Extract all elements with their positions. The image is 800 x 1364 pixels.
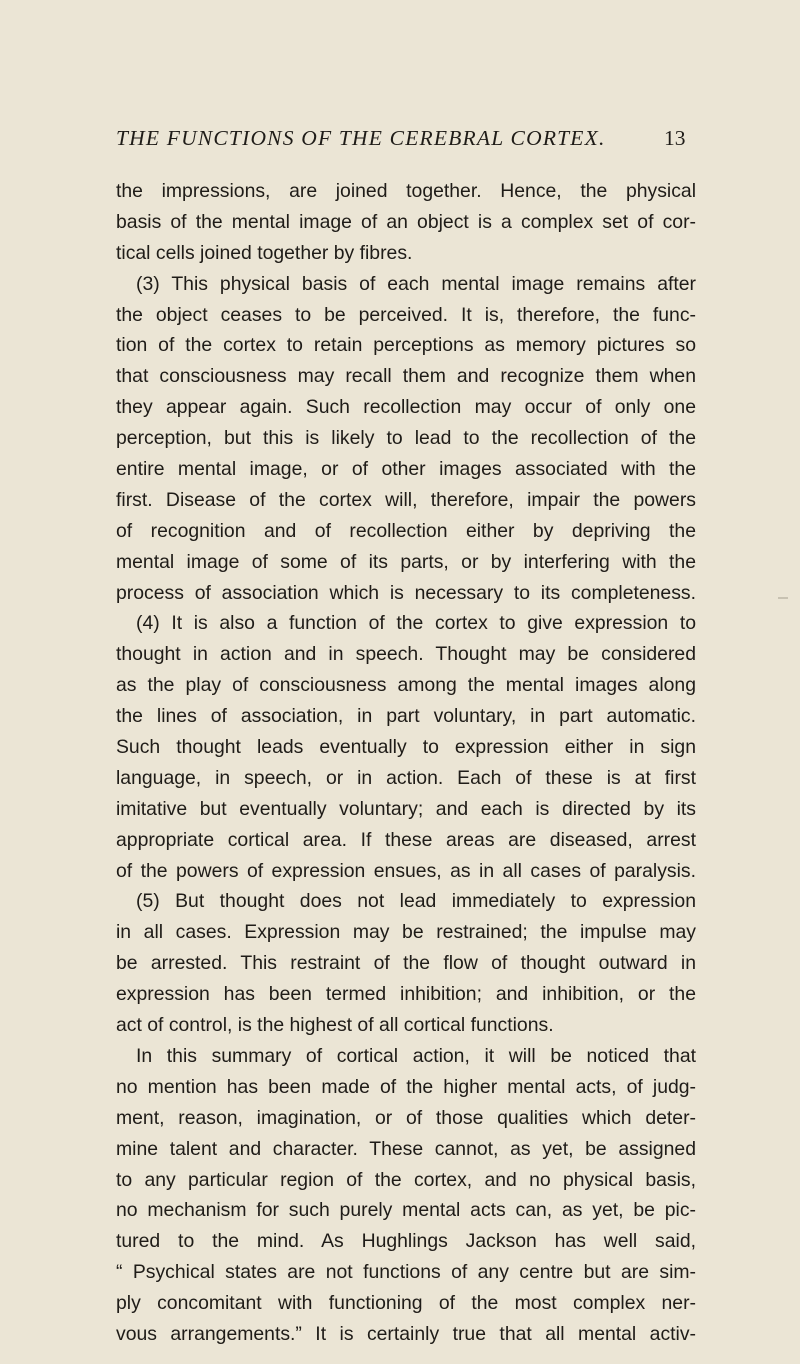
text-line: in all cases. Expression may be restrained; the impulse may <box>116 921 696 944</box>
text-line: (4) It is also a function of the cortex to give expression to <box>136 612 696 635</box>
text-line: (5) But thought does not lead immediately to expression <box>136 890 696 913</box>
text-line: tion of the cortex to retain perceptions as memory pictures so <box>116 334 696 357</box>
text-line: of recognition and of recollection either by depriving the <box>116 519 696 542</box>
running-header <box>116 120 686 154</box>
text-line: thought in action and in speech. Thought may be considered <box>116 643 696 666</box>
text-line: ply concomitant with functioning of the most complex ner- <box>116 1292 696 1315</box>
text-line: tical cells joined together by fibres. <box>116 241 413 264</box>
text-line: (3) This physical basis of each mental image remains after <box>136 272 696 295</box>
running-title: THE FUNCTIONS OF THE CEREBRAL CORTEX. <box>116 126 606 150</box>
text-line: imitative but eventually voluntary; and each is directed by its <box>116 797 696 820</box>
text-line: to any particular region of the cortex, and no physical basis, <box>116 1168 696 1191</box>
text-line: appropriate cortical area. If these areas are diseased, arrest <box>116 828 696 851</box>
text-line: first. Disease of the cortex will, therefore, impair the powers <box>116 488 696 511</box>
text-line: be arrested. This restraint of the flow of thought outward in <box>116 952 696 975</box>
text-line: perception, but this is likely to lead to the recollection of the <box>116 427 696 450</box>
text-line: the object ceases to be perceived. It is, therefore, the func- <box>116 303 696 326</box>
text-line: the impressions, are joined together. Hence, the physical <box>116 180 696 202</box>
margin-mark <box>778 597 788 599</box>
text-line: entire mental image, or of other images associated with the <box>116 458 696 481</box>
text-line: act of control, is the highest of all cortical functions. <box>116 1014 554 1037</box>
text-line: no mention has been made of the higher mental acts, of judg- <box>116 1075 696 1098</box>
text-line: mine talent and character. These cannot, as yet, be assigned <box>116 1137 696 1160</box>
text-line: mental image of some of its parts, or by interfering with the <box>116 550 696 573</box>
text-line: no mechanism for such purely mental acts can, as yet, be pic- <box>116 1199 696 1222</box>
text-line: process of association which is necessary to its completeness. <box>116 581 696 604</box>
text-line: of the powers of expression ensues, as in all cases of paralysis. <box>116 859 696 882</box>
body-text <box>116 176 696 1350</box>
text-line: basis of the mental image of an object is a complex set of cor- <box>116 210 696 233</box>
text-line: Such thought leads eventually to expression either in sign <box>116 736 696 759</box>
text-line: that consciousness may recall them and recognize them when <box>116 365 696 388</box>
text-line: language, in speech, or in action. Each of these is at first <box>116 766 696 789</box>
text-line: the lines of association, in part voluntary, in part automatic. <box>116 705 696 728</box>
text-line: they appear again. Such recollection may occur of only one <box>116 396 696 419</box>
text-line: as the play of consciousness among the mental images along <box>116 674 696 697</box>
text-line: In this summary of cortical action, it will be noticed that <box>136 1044 696 1067</box>
text-line: ment, reason, imagination, or of those qualities which deter- <box>116 1106 696 1129</box>
text-line: “ Psychical states are not functions of any centre but are sim- <box>116 1261 696 1284</box>
text-line: expression has been termed inhibition; and inhibition, or the <box>116 983 696 1006</box>
text-line: tured to the mind. As Hughlings Jackson has well said, <box>116 1230 696 1253</box>
page-number: 13 <box>664 126 686 150</box>
text-line: vous arrangements.” It is certainly true that all mental activ- <box>116 1322 696 1345</box>
